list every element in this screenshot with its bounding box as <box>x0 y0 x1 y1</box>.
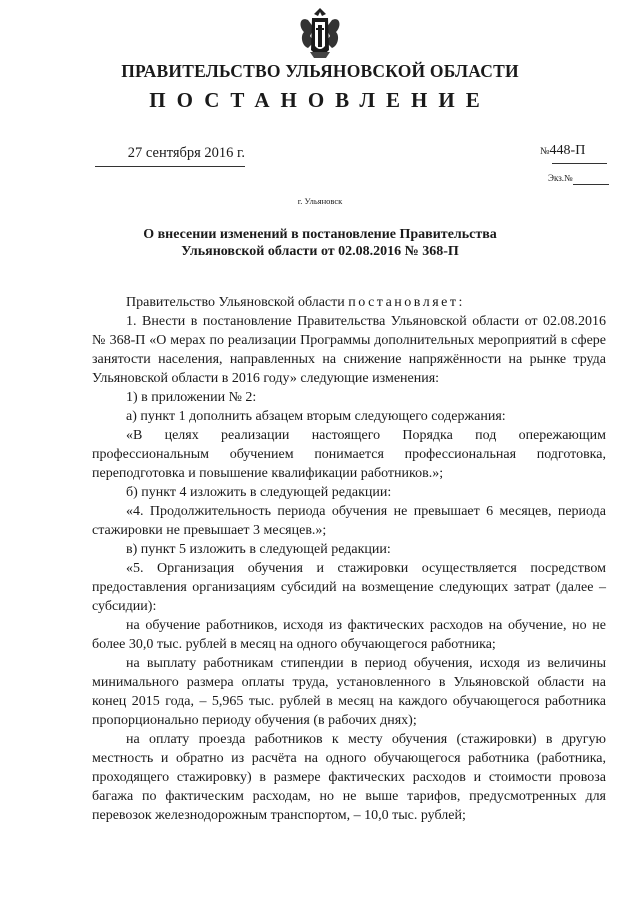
body-paragraph: 1. Внести в постановление Правительства Ульяновской области от 02.08.2016 № 368-П «О мерах по реализации Программы дополнительных мероприятий в сфере занятости населения, направленных на снижение напряжённости на рынке труда Ульяновской области в 2016 году» следующие изменения: <box>92 314 606 386</box>
coat-of-arms-emblem <box>296 6 344 64</box>
subject-line-1: О внесении изменений в постановление Правительства <box>143 227 497 242</box>
body-paragraph: на оплату проезда работников к месту обучения (стажировки) в другую местность и обратно из расчёта на одного обучающегося работника (работника, проходящего стажировку) в размере фактических расходов и стоимости провоза багажа по фактическим расходам, но не выше тарифов, предусмотренных для перевозок железнодорожным транспортом, – 10,0 тыс. рублей; <box>92 732 606 823</box>
intro-decree-word: постановляет: <box>348 295 465 310</box>
document-body <box>92 293 606 825</box>
body-paragraph: 1) в приложении № 2: <box>126 390 257 405</box>
document-number <box>540 143 585 159</box>
body-paragraph: на выплату работникам стипендии в период обучения, исходя из величины минимального размера оплаты труда, установленного в Ульяновской области на конец 2015 года, – 5,965 тыс. рублей в месяц на каждого обучающегося работника пропорционально периоду обучения (в рабочих днях); <box>92 656 606 728</box>
body-paragraph: «5. Организация обучения и стажировки осуществляется посредством предоставления организациям субсидий на возмещение следующих затрат (далее – субсидии): <box>92 561 606 614</box>
intro-lead: Правительство Ульяновской области <box>126 295 349 310</box>
document-type-title: ПОСТАНОВЛЕНИЕ <box>149 88 491 112</box>
body-paragraph: «4. Продолжительность периода обучения не превышает 6 месяцев, периода стажировки не превышает 3 месяцев.»; <box>92 504 606 538</box>
date-underline <box>95 166 245 167</box>
number-underline <box>552 163 607 164</box>
subject-line-2: Ульяновской области от 02.08.2016 № 368-П <box>181 244 459 259</box>
document-subject <box>120 226 520 260</box>
body-paragraph: на обучение работников, исходя из фактических расходов на обучение, но не более 30,0 тыс. рублей в месяц на одного обучающегося работника; <box>92 618 606 652</box>
body-paragraph: в) пункт 5 изложить в следующей редакции: <box>126 542 391 557</box>
city-name: г. Ульяновск <box>297 196 343 206</box>
copy-underline <box>573 184 609 185</box>
body-paragraph: б) пункт 4 изложить в следующей редакции: <box>126 485 392 500</box>
intro-paragraph <box>92 293 606 312</box>
body-paragraph: «В целях реализации настоящего Порядка под опережающим профессиональным обучением понимается профессиональная подготовка, переподготовка и повышение квалификации работников.»; <box>92 428 606 481</box>
number-value: 448-П <box>549 143 586 158</box>
document-date: 27 сентября 2016 г. <box>127 145 245 161</box>
number-sign: № <box>540 146 550 157</box>
copy-label: Экз.№ <box>548 173 573 183</box>
government-name: ПРАВИТЕЛЬСТВО УЛЬЯНОВСКОЙ ОБЛАСТИ <box>121 61 519 81</box>
body-paragraph: а) пункт 1 дополнить абзацем вторым следующего содержания: <box>126 409 506 424</box>
